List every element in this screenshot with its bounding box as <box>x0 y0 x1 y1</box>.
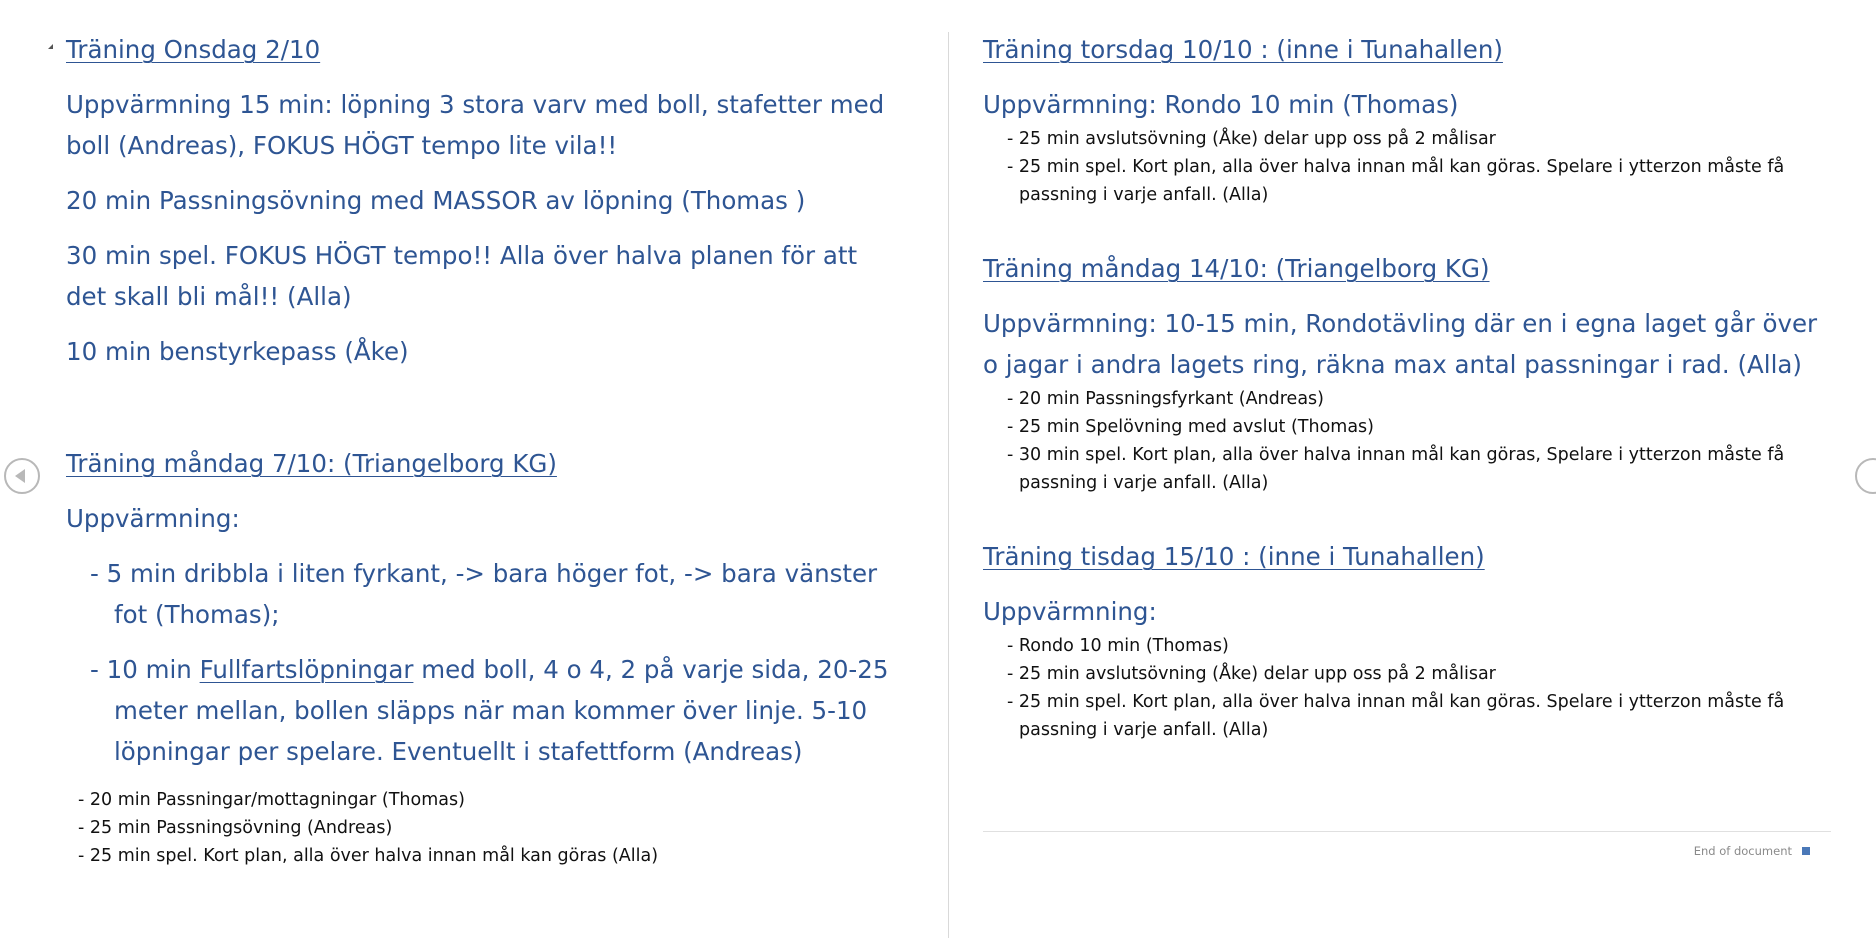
end-marker-icon <box>1802 847 1810 855</box>
heading-text: Träning måndag 7/10: (Triangelborg KG) <box>66 449 557 478</box>
small-list <box>66 786 896 870</box>
heading-text: Träning måndag 14/10: (Triangelborg KG) <box>983 254 1490 283</box>
list-item: - 20 min Passningar/mottagningar (Thomas) <box>78 790 465 810</box>
next-page-icon[interactable] <box>1855 458 1876 494</box>
list-item: - 25 min spel. Kort plan, alla över halva innan mål kan göras (Alla) <box>78 846 659 866</box>
list-item: - 25 min avslutsövning (Åke) delar upp oss på 2 målisar <box>1007 664 1496 684</box>
heading-training-mon-14-10[interactable] <box>983 249 1833 289</box>
end-of-document-label: End of document <box>1693 844 1792 858</box>
heading-training-thu-10-10[interactable] <box>983 30 1833 70</box>
list-item: - Rondo 10 min (Thomas) <box>1007 636 1229 656</box>
right-column <box>983 30 1833 744</box>
column-divider <box>948 32 949 938</box>
heading-training-mon-7-10[interactable] <box>66 444 896 484</box>
end-of-document-rule <box>983 831 1831 832</box>
paragraph: 30 min spel. FOKUS HÖGT tempo!! Alla över halva planen för att det skall bli mål!! (Alla) <box>66 241 858 311</box>
heading-training-wed-2-10[interactable] <box>66 30 896 70</box>
underlined-text: Fullfartslöpningar <box>199 655 414 684</box>
previous-page-icon[interactable] <box>4 458 40 494</box>
list-item: - 25 min spel. Kort plan, alla över halva innan mål kan göras. Spelare i ytterzon måste få passning i varje anfall. (Alla) <box>1007 692 1785 740</box>
small-list <box>983 385 1833 497</box>
paragraph: Uppvärmning: 10-15 min, Rondotävling där en i egna laget går över o jagar i andra lagets ring, räkna max antal passningar i rad. (Alla) <box>983 309 1818 379</box>
left-column <box>66 30 896 870</box>
list-item: - 25 min Spelövning med avslut (Thomas) <box>1007 417 1374 437</box>
heading-text: Träning Onsdag 2/10 <box>66 35 321 64</box>
heading-training-tue-15-10[interactable] <box>983 537 1833 577</box>
heading-text: Träning torsdag 10/10 : (inne i Tunahallen) <box>983 35 1503 64</box>
list-item-text: - 10 min <box>90 655 200 684</box>
list-item-text: med boll, 4 o 4, 2 på varje sida, 20-25 meter mellan, bollen släpps när man kommer över linje. 5-10 löpningar per spelare. Eventuellt i stafettform (Andreas) <box>114 655 889 766</box>
list-item: - 25 min spel. Kort plan, alla över halva innan mål kan göras. Spelare i ytterzon måste få passning i varje anfall. (Alla) <box>1007 157 1785 205</box>
list-item: - 25 min avslutsövning (Åke) delar upp oss på 2 målisar <box>1007 129 1496 149</box>
paragraph: Uppvärmning 15 min: löpning 3 stora varv med boll, stafetter med boll (Andreas), FOKUS HÖGT tempo lite vila!! <box>66 90 885 160</box>
small-list <box>983 125 1833 209</box>
list-item <box>66 649 896 772</box>
list-item: - 25 min Passningsövning (Andreas) <box>78 818 393 838</box>
paragraph: Uppvärmning: <box>983 597 1157 626</box>
paragraph: 10 min benstyrkepass (Åke) <box>66 337 409 366</box>
collapse-triangle-icon[interactable] <box>48 44 53 49</box>
small-list <box>983 632 1833 744</box>
list-item: - 5 min dribbla i liten fyrkant, -> bara höger fot, -> bara vänster fot (Thomas); <box>90 559 878 629</box>
paragraph: 20 min Passningsövning med MASSOR av löpning (Thomas ) <box>66 186 806 215</box>
list-item: - 30 min spel. Kort plan, alla över halva innan mål kan göras, Spelare i ytterzon måste få passning i varje anfall. (Alla) <box>1007 445 1785 493</box>
heading-text: Träning tisdag 15/10 : (inne i Tunahallen) <box>983 542 1485 571</box>
paragraph: Uppvärmning: <box>66 504 240 533</box>
list-item: - 20 min Passningsfyrkant (Andreas) <box>1007 389 1324 409</box>
paragraph: Uppvärmning: Rondo 10 min (Thomas) <box>983 90 1459 119</box>
end-of-document <box>1694 844 1810 858</box>
